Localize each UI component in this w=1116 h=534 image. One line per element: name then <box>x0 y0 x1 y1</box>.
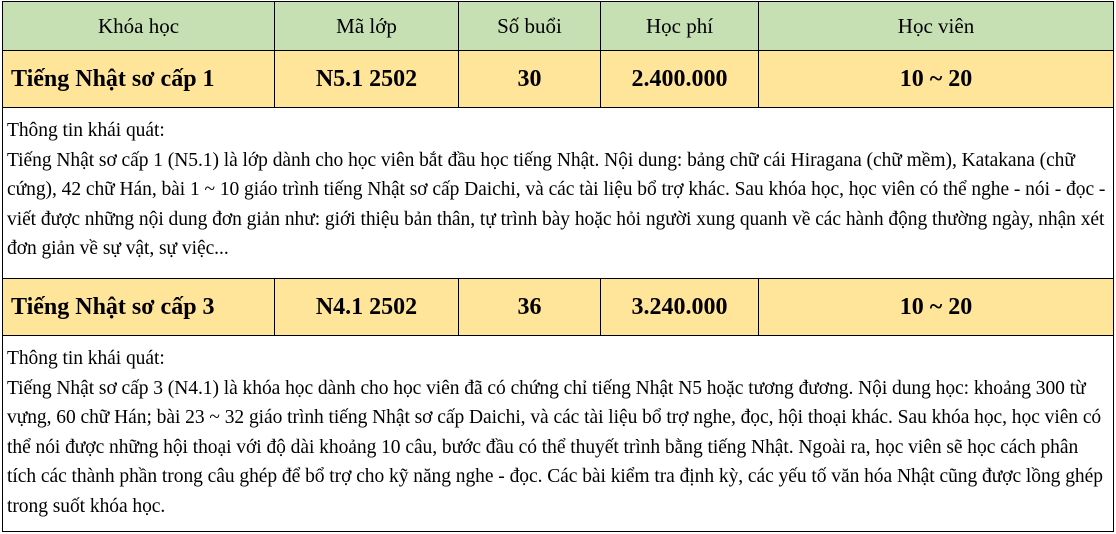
course-sessions: 36 <box>459 279 601 336</box>
description-title: Thông tin khái quát: <box>7 120 165 141</box>
course-sessions: 30 <box>459 51 601 108</box>
course-fee: 2.400.000 <box>601 51 759 108</box>
description-title: Thông tin khái quát: <box>7 348 165 369</box>
header-row <box>3 2 1114 51</box>
description-text: Tiếng Nhật sơ cấp 1 (N5.1) là lớp dành cho học viên bắt đầu học tiếng Nhật. Nội dung: bảng chữ cái Hiragana (chữ mềm), Katakana (chữ cứng), 42 chữ Hán, bài 1 ~ 10 giáo trình tiếng Nhật sơ cấp Daichi, và các tài liệu bổ trợ khác. Sau khóa học, học viên có thể nghe - nói - đọc - viết được những nội dung đơn giản như: giới thiệu bản thân, tự trình bày hoặc hỏi người xung quanh về các hành động thường ngày, nhận xét đơn giản về sự vật, sự việc... <box>7 149 1106 259</box>
course-description <box>3 108 1114 279</box>
header-class-code: Mã lớp <box>275 2 459 51</box>
course-fee: 3.240.000 <box>601 279 759 336</box>
course-table <box>2 1 1114 532</box>
header-fee: Học phí <box>601 2 759 51</box>
course-code: N4.1 2502 <box>275 279 459 336</box>
course-row <box>3 279 1114 336</box>
course-students: 10 ~ 20 <box>759 279 1114 336</box>
course-students: 10 ~ 20 <box>759 51 1114 108</box>
course-description <box>3 336 1114 532</box>
course-name: Tiếng Nhật sơ cấp 1 <box>3 51 275 108</box>
header-sessions: Số buổi <box>459 2 601 51</box>
course-description-row <box>3 336 1114 532</box>
course-row <box>3 51 1114 108</box>
header-course: Khóa học <box>3 2 275 51</box>
course-name: Tiếng Nhật sơ cấp 3 <box>3 279 275 336</box>
course-description-row <box>3 108 1114 279</box>
header-students: Học viên <box>759 2 1114 51</box>
course-code: N5.1 2502 <box>275 51 459 108</box>
description-text: Tiếng Nhật sơ cấp 3 (N4.1) là khóa học dành cho học viên đã có chứng chỉ tiếng Nhật N5 hoặc tương đương. Nội dung học: khoảng 300 từ vựng, 60 chữ Hán; bài 23 ~ 32 giáo trình tiếng Nhật sơ cấp Daichi, và các tài liệu bổ trợ nghe, đọc, hội thoại khác. Sau khóa học, học viên có thể nói được những hội thoại với độ dài khoảng 10 câu, bước đầu có thể thuyết trình bằng tiếng Nhật. Ngoài ra, học viên sẽ học cách phân tích các thành phần trong câu ghép để bổ trợ cho kỹ năng nghe - đọc. Các bài kiểm tra định kỳ, các yếu tố văn hóa Nhật cũng được lồng ghép trong suốt khóa học. <box>7 377 1103 517</box>
